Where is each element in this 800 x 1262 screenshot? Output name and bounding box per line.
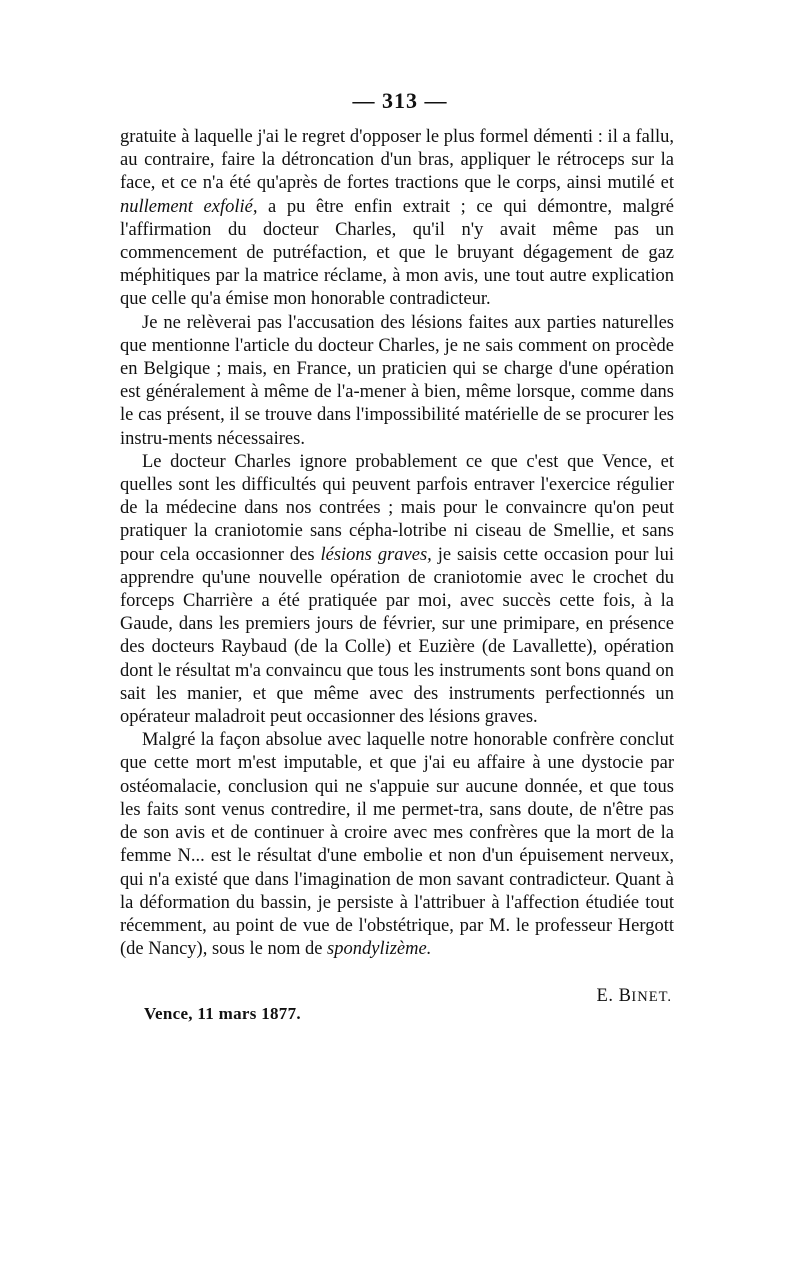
- page-number: — 313 —: [352, 88, 448, 113]
- text-segment: Le docteur Charles ignore probablement ce que c'est que Vence, et quelles sont les difficultés qui peuvent parfois entraver l'exercice régulier de la médecine dans nos contrées ; mais pour le convaincre qu'on peut pratiquer la craniotomie sans cépha-lotribe ni ciseau de Smellie, et sans pour cela occasionner des: [120, 451, 674, 565]
- paragraph: [120, 451, 674, 729]
- text-segment: gratuite à laquelle j'ai le regret d'opposer le plus formel démenti : il a fallu, au contraire, faire la détroncation d'un bras, appliquer le rétroceps sur la face, et ce n'a été qu'après de fortes tractions que le corps, ainsi mutilé et: [120, 127, 674, 194]
- italic-text-segment: spondylizème.: [327, 939, 432, 960]
- signature-initial: E. B: [596, 986, 632, 1006]
- text-segment: a pu être enfin extrait ; ce qui démontre, malgré l'affirmation du docteur Charles, qu'il n'y avait même pas un commencement de putréfaction, et que le bruyant dégagement de gaz méphitiques par la matrice réclame, à mon avis, une tout autre explication que celle qu'a émise mon honorable contradicteur.: [120, 196, 674, 310]
- italic-text-segment: nullement exfolié,: [120, 196, 258, 217]
- author-signature: [597, 986, 672, 1007]
- body-text: [120, 126, 674, 961]
- text-segment: Je ne relèverai pas l'accusation des lésions faites aux parties naturelles que mentionne l'article du docteur Charles, je ne sais comment on procède en Belgique ; mais, en France, un praticien qui se charge d'une opération est généralement à même de l'a-mener à bien, même lorsque, comme dans le cas présent, il se trouve dans l'impossibilité matérielle de se procurer les instru-ments nécessaires.: [120, 312, 674, 449]
- text-segment: Malgré la façon absolue avec laquelle notre honorable confrère conclut que cette mort m'est imputable, et que j'ai eu affaire à une dystocie par ostéomalacie, conclusion qui ne s'appuie sur aucune donnée, et que tous les faits sont venus contredire, il me permet-tra, sans doute, de n'être pas de son avis et de continuer à croire avec mes confrères que la mort de la femme N... est le résultat d'une embolie et non d'un épuisement nerveux, qui n'a existé que dans l'imagination de mon savant contradicteur. Quant à la déformation du bassin, je persiste à l'attribuer à l'affection étudiée tout récemment, au point de vue de l'obstétrique, par M. le professeur Hergott (de Nancy), sous le nom de: [120, 730, 674, 960]
- paragraph: [120, 312, 674, 451]
- text-segment: je saisis cette occasion pour lui apprendre qu'une nouvelle opération de craniotomie avec le crochet du forceps Charrière a été pratiquée par moi, avec succès cette fois, à la Gaude, dans les premiers jours de février, sur une primipare, en présence des docteurs Raybaud (de la Colle) et Euzière (de Lavallette), opération dont le résultat m'a convaincu que tous les instruments sont bons quand on sait les manier, et que même avec des instruments perfectionnés un opérateur maladroit peut occasionner des lésions graves.: [120, 544, 674, 728]
- signature-rest: INET.: [631, 989, 672, 1005]
- italic-text-segment: lésions graves,: [320, 544, 432, 565]
- paragraph: [120, 729, 674, 961]
- paragraph: [120, 126, 674, 312]
- dateline: Vence, 11 mars 1877.: [144, 1004, 301, 1023]
